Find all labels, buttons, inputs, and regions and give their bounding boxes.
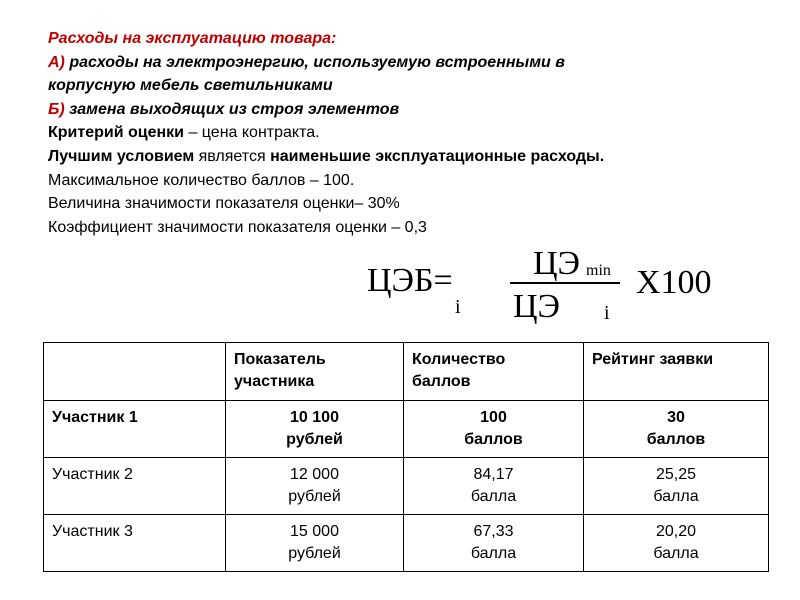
points-unit: балла: [470, 488, 517, 505]
price-value: 10 100: [290, 409, 339, 426]
max-points-line: Максимальное количество баллов – 100.: [48, 171, 355, 189]
header-indicator-line1: Показатель: [234, 351, 326, 368]
heading: Расходы на эксплуатацию товара:: [48, 30, 337, 47]
points-value: 84,17: [473, 466, 514, 483]
table-row: [44, 401, 769, 458]
formula-denominator-subscript: i: [604, 302, 610, 324]
rating-value: 30: [667, 409, 685, 426]
formula-multiplier: X100: [636, 264, 712, 301]
participant-rating: [584, 458, 769, 515]
points-unit: баллов: [464, 431, 523, 448]
coefficient-line: Коэффициент значимости показателя оценки – 0,3: [48, 218, 427, 236]
header-cell-rating: [584, 343, 769, 401]
price-value: 15 000: [290, 523, 339, 540]
item-b-line: [48, 98, 788, 122]
rating-unit: баллов: [646, 431, 706, 448]
rating-unit: балла: [653, 488, 699, 505]
price-unit: рублей: [286, 431, 343, 448]
header-points-line2: баллов: [412, 373, 471, 390]
header-cell-indicator: [226, 343, 404, 401]
criterion-label: Критерий оценки: [48, 124, 185, 142]
points-value: 100: [480, 409, 507, 426]
price-value: 12 000: [290, 466, 339, 483]
header-cell-points: [404, 343, 584, 401]
participant-price: [226, 458, 404, 515]
price-unit: рублей: [288, 545, 341, 562]
participant-rating: [584, 401, 769, 458]
formula-lhs-subscript: i: [455, 296, 461, 318]
participant-price: [226, 401, 404, 458]
header-indicator-line2: участника: [234, 373, 315, 390]
points-value: 67,33: [473, 523, 514, 540]
header-rating-line1: Рейтинг заявки: [592, 351, 714, 368]
best-label: Лучшим условием: [48, 147, 195, 165]
formula-lhs: ЦЭБ=: [367, 262, 453, 299]
participant-name: Участник 3: [44, 515, 226, 572]
participant-name: Участник 2: [44, 458, 226, 515]
rating-value: 25,25: [655, 466, 697, 483]
item-a-line-1: [48, 51, 788, 75]
intro-text: [48, 27, 788, 239]
rating-value: 20,20: [655, 523, 697, 540]
item-b-marker: Б): [48, 100, 65, 118]
best-mid: является: [194, 147, 271, 165]
table-row: [44, 515, 769, 572]
item-b-text: замена выходящих из строя элементов: [64, 100, 400, 118]
header-cell-empty: [44, 343, 226, 401]
best-value: наименьшие эксплуатационные расходы.: [270, 147, 605, 165]
participant-rating: [584, 515, 769, 572]
formula-fraction-bar: [510, 282, 620, 284]
formula-numerator-subscript: min: [586, 262, 611, 279]
participant-points: [404, 401, 584, 458]
criterion-text: – цена контракта.: [184, 124, 320, 142]
price-unit: рублей: [288, 488, 341, 505]
best-condition-line: [48, 145, 788, 169]
item-a-text-2: корпусную мебель светильниками: [48, 77, 333, 95]
points-unit: балла: [470, 545, 517, 562]
formula-numerator: ЦЭ: [533, 245, 580, 282]
rating-unit: балла: [653, 545, 699, 562]
item-a-marker: А): [48, 53, 65, 71]
table-header-row: [44, 343, 769, 401]
participant-price: [226, 515, 404, 572]
criterion-line: [48, 121, 788, 145]
weight-line: Величина значимости показателя оценки– 30%: [48, 195, 400, 213]
participant-points: [404, 515, 584, 572]
participant-points: [404, 458, 584, 515]
participant-name: Участник 1: [44, 401, 226, 458]
formula-denominator: ЦЭ: [513, 288, 560, 325]
table-row: [44, 458, 769, 515]
header-points-line1: Количество: [412, 351, 506, 368]
item-a-text-1: расходы на электроэнергию, используемую встроенными в: [64, 53, 565, 71]
results-table: [43, 342, 769, 572]
